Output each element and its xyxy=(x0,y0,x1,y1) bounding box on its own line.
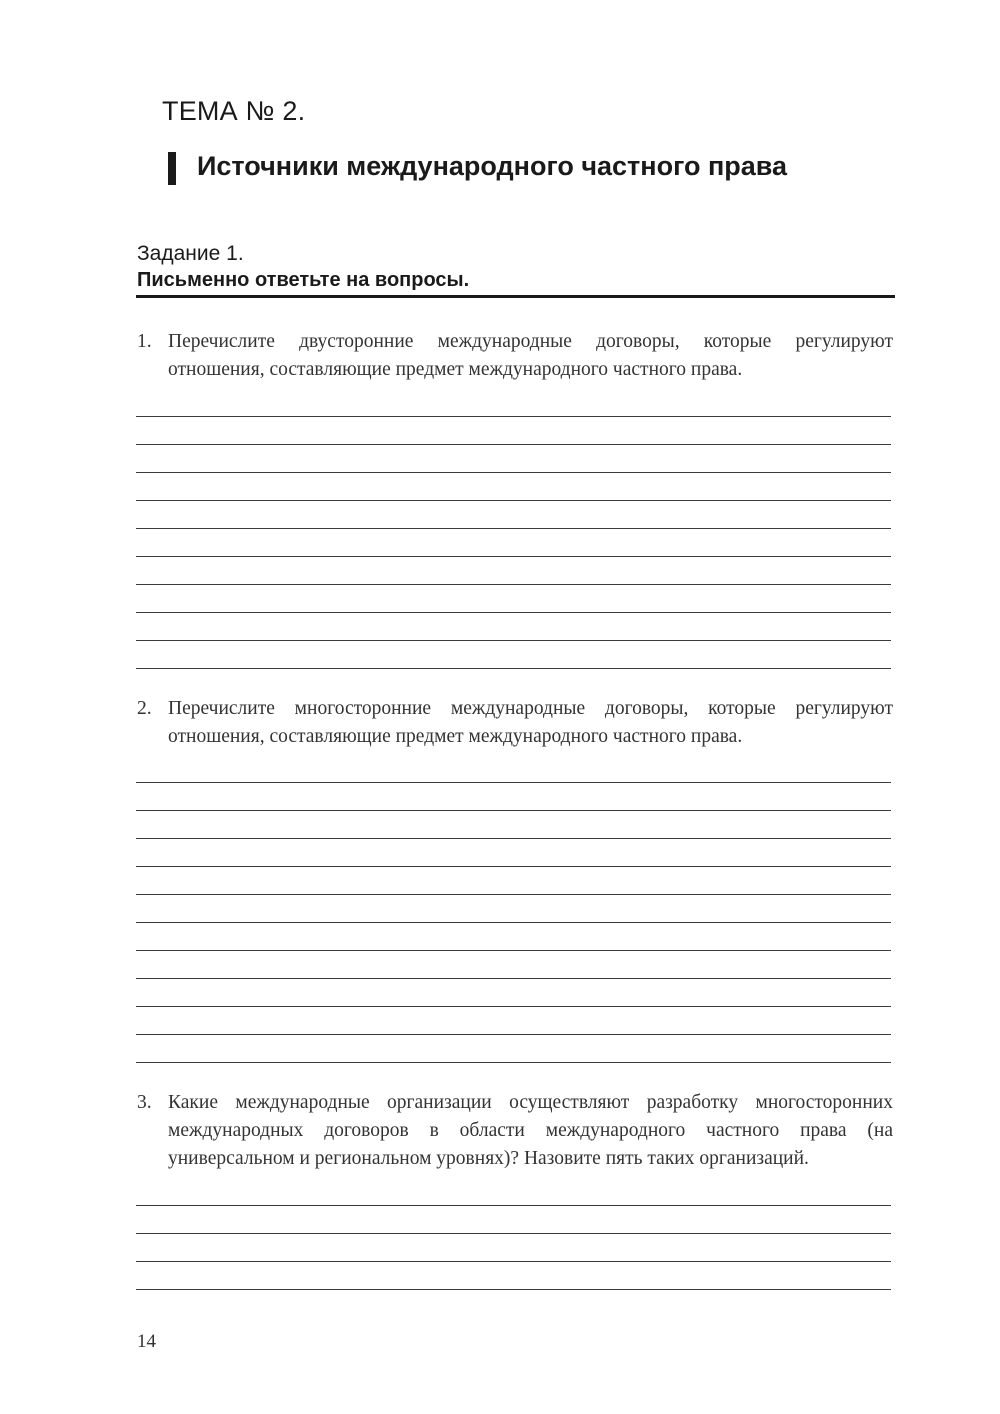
question-number: 3. xyxy=(137,1092,152,1113)
answer-line[interactable] xyxy=(136,612,891,613)
page-number: 14 xyxy=(137,1331,156,1352)
title-accent-bar xyxy=(168,152,176,185)
answer-line[interactable] xyxy=(136,556,891,557)
question-2 xyxy=(137,695,893,751)
question-3 xyxy=(137,1089,893,1173)
topic-label: ТЕМА № 2. xyxy=(162,96,306,126)
topic-title: Источники международного частного права xyxy=(197,151,788,181)
answer-line[interactable] xyxy=(136,472,891,473)
answer-line[interactable] xyxy=(136,782,891,783)
answer-line[interactable] xyxy=(136,922,891,923)
question-text: Какие международные организации осуществляют разработку многосторонних международных договоров в области международного частного права (на универсальном и региональном уровнях)? Назовите пять таких организаций. xyxy=(168,1092,893,1169)
question-text: Перечислите многосторонние международные договоры, которые регулируют отношения, составляющие предмет международного частного права. xyxy=(168,698,893,747)
answer-line[interactable] xyxy=(136,1289,891,1290)
answer-line[interactable] xyxy=(136,416,891,417)
question-1 xyxy=(137,328,893,384)
answer-line[interactable] xyxy=(136,640,891,641)
answer-line[interactable] xyxy=(136,668,891,669)
answer-line[interactable] xyxy=(136,444,891,445)
answer-line[interactable] xyxy=(136,1006,891,1007)
question-text: Перечислите двусторонние международные договоры, которые регулируют отношения, составляющие предмет международного частного права. xyxy=(168,331,893,380)
answer-line[interactable] xyxy=(136,978,891,979)
answer-line[interactable] xyxy=(136,894,891,895)
question-number: 2. xyxy=(137,698,152,719)
answer-line[interactable] xyxy=(136,500,891,501)
answer-line[interactable] xyxy=(136,1261,891,1262)
task-divider xyxy=(136,295,895,298)
answer-line[interactable] xyxy=(136,528,891,529)
answer-line[interactable] xyxy=(136,866,891,867)
answer-line[interactable] xyxy=(136,1034,891,1035)
answer-line[interactable] xyxy=(136,1233,891,1234)
answer-line[interactable] xyxy=(136,1205,891,1206)
task-label: Задание 1. xyxy=(137,242,244,265)
answer-line[interactable] xyxy=(136,810,891,811)
answer-line[interactable] xyxy=(136,950,891,951)
answer-line[interactable] xyxy=(136,584,891,585)
task-instruction: Письменно ответьте на вопросы. xyxy=(137,269,470,291)
answer-line[interactable] xyxy=(136,838,891,839)
question-number: 1. xyxy=(137,331,152,352)
answer-line[interactable] xyxy=(136,1062,891,1063)
